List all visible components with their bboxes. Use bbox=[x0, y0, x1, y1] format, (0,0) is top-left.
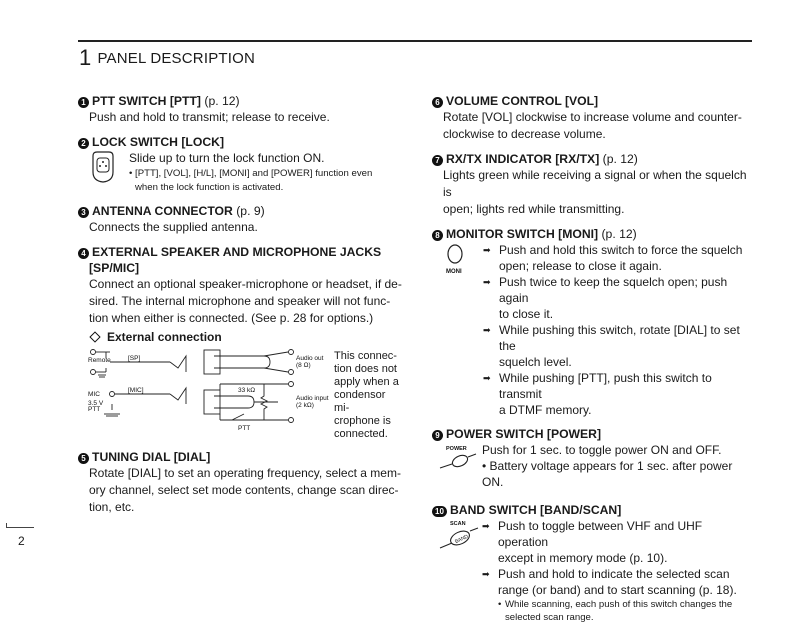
lock-note-line-2: when the lock function is activated. bbox=[135, 182, 284, 193]
label-ptt-bottom: PTT bbox=[238, 425, 251, 432]
label-remote: Remote bbox=[88, 357, 111, 364]
item-number-badge: 9 bbox=[432, 430, 443, 441]
rxtx-body-line-1: Lights green while receiving a signal or when the squelch is bbox=[443, 168, 747, 199]
volume-body-line-2: clockwise to decrease volume. bbox=[443, 127, 606, 141]
label-ohm: (8 Ω) bbox=[296, 362, 311, 369]
section-body: Slide up to turn the lock function ON. bbox=[129, 151, 325, 165]
label-mic-tag: [MIC] bbox=[128, 387, 144, 394]
label-audio-out: Audio out bbox=[296, 355, 324, 362]
section-power bbox=[432, 426, 754, 490]
band-icon-label: SCAN bbox=[450, 521, 466, 527]
item-number-badge: 3 bbox=[78, 207, 89, 218]
monitor-item-3: ➡ While pushing this switch, rotate [DIAL] to set the bbox=[483, 323, 740, 353]
rxtx-body-line-2: open; lights red while transmitting. bbox=[443, 202, 625, 216]
section-heading: 8 MONITOR SWITCH [MONI] (p. 12) bbox=[432, 226, 754, 242]
power-icon bbox=[438, 442, 482, 490]
label-2k: (2 kΩ) bbox=[296, 402, 314, 409]
band-item-1: ➡ Push to toggle between VHF and UHF operation bbox=[482, 519, 703, 549]
section-jacks bbox=[78, 244, 403, 441]
page-number: 2 bbox=[18, 534, 25, 548]
page-marker bbox=[6, 527, 34, 528]
moni-icon bbox=[443, 242, 483, 418]
item-number-badge: 4 bbox=[78, 248, 89, 259]
power-line-2: • Battery voltage appears for 1 sec. after power ON. bbox=[482, 459, 733, 489]
jacks-body-line-3: tion when either is connected. (See p. 28 for options.) bbox=[89, 311, 374, 325]
section-ptt bbox=[78, 93, 403, 126]
band-icon bbox=[438, 518, 482, 624]
arrow-icon: ➡ bbox=[482, 569, 490, 579]
arrow-icon: ➡ bbox=[483, 325, 491, 335]
section-tuning bbox=[78, 449, 403, 516]
tuning-body-line-1: Rotate [DIAL] to set an operating frequency, select a mem- bbox=[89, 466, 401, 480]
item-number-badge: 6 bbox=[432, 97, 443, 108]
label-3-5v: 3.5 V bbox=[88, 400, 104, 407]
monitor-item-1: ➡ Push and hold this switch to force the squelch bbox=[483, 243, 743, 257]
label-33k: 33 kΩ bbox=[238, 387, 256, 394]
lock-icon bbox=[89, 150, 129, 195]
header-rule bbox=[78, 40, 752, 42]
item-number-badge: 5 bbox=[78, 453, 89, 464]
section-heading: 6 VOLUME CONTROL [VOL] bbox=[432, 93, 754, 109]
page-title bbox=[79, 45, 255, 71]
section-heading: 5 TUNING DIAL [DIAL] bbox=[78, 449, 403, 465]
label-mic: MIC bbox=[88, 391, 100, 398]
item-number-badge: 2 bbox=[78, 138, 89, 149]
label-ptt-switch: PTT bbox=[88, 406, 101, 413]
tuning-body-line-3: tion, etc. bbox=[89, 500, 135, 514]
section-monitor: 8 MONITOR SWITCH [MONI] (p. 12) MONI ➡ Push and hold this switch to force the squelch open; release to close it again. ➡ Push twice to keep the squelch open; push again to close it. ➡ While pushing this switch, rotate [DIAL] to set the squelch level. ➡ While pushing [PTT], push this switch to transmit a DTMF memory. bbox=[432, 226, 754, 418]
item-number-badge: 7 bbox=[432, 155, 443, 166]
section-heading: 1 PTT SWITCH [PTT] (p. 12) bbox=[78, 93, 403, 109]
chapter-title: PANEL DESCRIPTION bbox=[97, 50, 256, 67]
wiring-diagram bbox=[88, 348, 328, 434]
arrow-icon: ➡ bbox=[483, 373, 491, 383]
monitor-item-2: ➡ Push twice to keep the squelch open; push again bbox=[483, 275, 728, 305]
arrow-icon: ➡ bbox=[483, 277, 491, 287]
band-icon-inner: BAND bbox=[454, 533, 470, 546]
section-rxtx bbox=[432, 151, 754, 218]
connection-diagram bbox=[88, 348, 403, 441]
section-body: Connects the supplied antenna. bbox=[89, 220, 258, 234]
section-heading: 2 LOCK SWITCH [LOCK] bbox=[78, 134, 403, 150]
band-note: • While scanning, each push of this switch changes the bbox=[498, 599, 733, 610]
section-heading: 3 ANTENNA CONNECTOR (p. 9) bbox=[78, 203, 403, 219]
chapter-number: 1 bbox=[79, 45, 92, 70]
jacks-body-line-1: Connect an optional speaker-microphone or headset, if de- bbox=[89, 277, 402, 291]
lock-note-line-1: • [PTT], [VOL], [H/L], [MONI] and [POWER] function even bbox=[129, 168, 373, 179]
left-column bbox=[78, 93, 403, 524]
monitor-item-4: ➡ While pushing [PTT], push this switch to transmit bbox=[483, 371, 712, 401]
section-body: Push and hold to transmit; release to receive. bbox=[89, 110, 330, 124]
diamond-icon bbox=[89, 331, 100, 342]
section-heading: 9 POWER SWITCH [POWER] bbox=[432, 426, 754, 442]
arrow-icon: ➡ bbox=[483, 245, 491, 255]
power-line-1: Push for 1 sec. to toggle power ON and OFF. bbox=[482, 443, 722, 457]
tuning-body-line-2: ory channel, select set mode contents, change scan direc- bbox=[89, 483, 399, 497]
right-column bbox=[432, 93, 754, 632]
subheading-external-connection: External connection bbox=[89, 330, 403, 344]
volume-body-line-1: Rotate [VOL] clockwise to increase volume and counter- bbox=[443, 110, 742, 124]
diagram-note: This connec- tion does not apply when a condensor mi- crophone is connected. bbox=[334, 350, 399, 440]
section-volume bbox=[432, 93, 754, 143]
item-number-badge: 1 bbox=[78, 97, 89, 108]
section-band: 10 BAND SWITCH [BAND/SCAN] SCAN BAND ➡ Push to toggle between VHF and UHF operation except in memory mode (p. 10). ➡ Push and hold to indicate the selected scan range (or band) and to start scanning (p. 18). • While scanning, each push of this switch changes the selected scan range. bbox=[432, 502, 754, 624]
arrow-icon: ➡ bbox=[482, 521, 490, 531]
section-antenna bbox=[78, 203, 403, 236]
moni-icon-label: MONI bbox=[446, 269, 462, 275]
item-number-badge: 8 bbox=[432, 230, 443, 241]
section-heading: 10 BAND SWITCH [BAND/SCAN] bbox=[432, 502, 754, 518]
section-lock bbox=[78, 134, 403, 195]
label-audio-input: Audio input bbox=[296, 395, 329, 402]
section-heading: 7 RX/TX INDICATOR [RX/TX] (p. 12) bbox=[432, 151, 754, 167]
jacks-body-line-2: sired. The internal microphone and speaker will not func- bbox=[89, 294, 391, 308]
item-number-badge: 10 bbox=[432, 506, 447, 517]
label-sp: [SP] bbox=[128, 355, 141, 362]
power-icon-label: POWER bbox=[446, 446, 467, 452]
section-heading: 4 EXTERNAL SPEAKER AND MICROPHONE JACKS bbox=[78, 244, 403, 260]
section-heading-cont: [SP/MIC] bbox=[89, 261, 140, 275]
band-item-2: ➡ Push and hold to indicate the selected scan bbox=[482, 567, 730, 581]
